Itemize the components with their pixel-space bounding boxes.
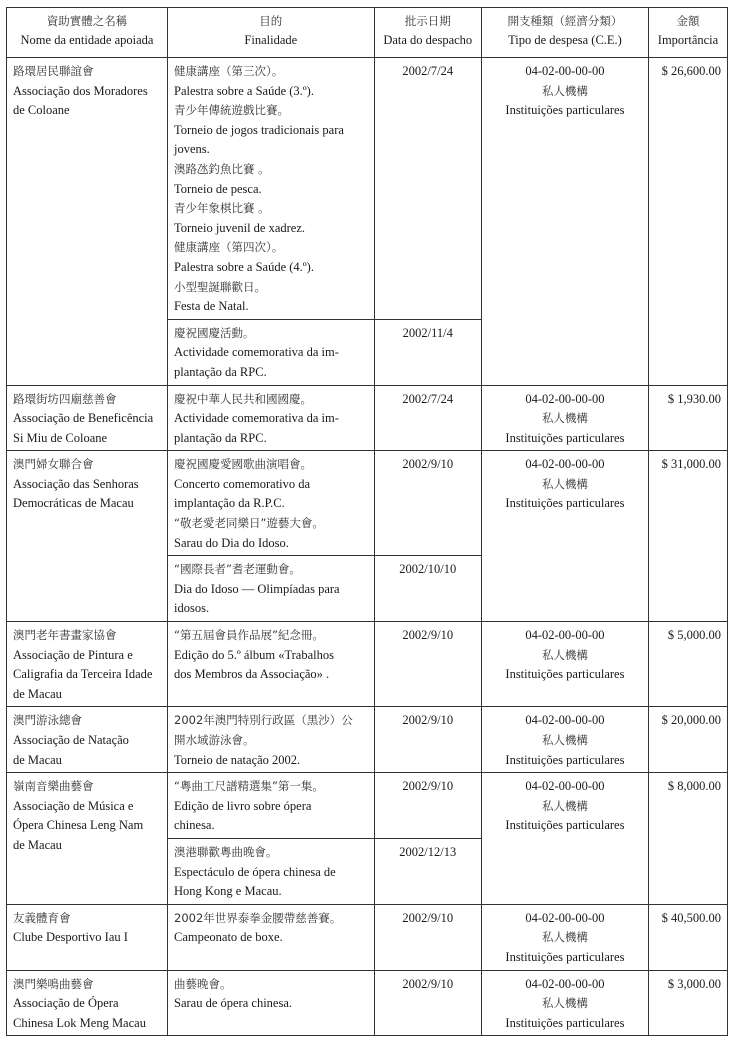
text-line: Associação de Natação xyxy=(13,733,129,747)
header-amount xyxy=(648,8,727,58)
document-page xyxy=(6,7,728,1036)
text-line: Associação de Pintura e xyxy=(13,647,133,662)
text-line: Espectáculo de ópera chinesa de xyxy=(174,864,336,879)
text-line: 澳門樂鳴曲藝會 xyxy=(13,976,94,991)
dispatch-date: 2002/9/10 xyxy=(402,457,454,472)
table-row xyxy=(7,970,728,1036)
header-amount-zh: 金額 xyxy=(676,14,700,28)
text-line: Torneio de pesca. xyxy=(174,181,262,196)
table-row xyxy=(7,451,728,556)
header-type-zh: 開支種類（經濟分類） xyxy=(507,14,623,28)
text-line: 友義體育會 xyxy=(13,910,71,925)
text-line: Actividade comemorativa da im- xyxy=(174,345,339,360)
text-line: Associação de Beneficência xyxy=(13,411,154,426)
purpose-cell xyxy=(168,58,375,320)
dispatch-date: 2002/12/13 xyxy=(399,844,457,859)
expense-code: 04-02-00-00-00 xyxy=(525,713,605,728)
header-purpose-pt: Finalidade xyxy=(244,33,298,47)
amount-cell xyxy=(648,58,727,386)
amount-cell xyxy=(648,451,727,622)
text-line: 2002年澳門特別行政區（黑沙）公 xyxy=(174,713,353,728)
table-row xyxy=(7,385,728,451)
dispatch-date-cell xyxy=(374,319,481,385)
table-body xyxy=(7,58,728,1036)
text-line: de Macau xyxy=(13,752,62,767)
text-line: plantação da RPC. xyxy=(174,430,267,445)
header-type xyxy=(481,8,648,58)
expense-type-pt: Instituições particulares xyxy=(505,430,625,445)
expense-type-zh: 私人機構 xyxy=(541,411,588,426)
text-line: 澳港聯歡粵曲晚會。 xyxy=(174,844,278,859)
text-line: Torneio de jogos tradicionais para xyxy=(174,122,344,137)
expense-type-zh: 私人機構 xyxy=(541,476,588,491)
header-amount-pt: Importância xyxy=(657,33,719,47)
text-line: Associação das Senhoras xyxy=(13,476,139,491)
dispatch-date: 2002/9/10 xyxy=(402,628,454,643)
text-line: 慶祝國慶愛國歌曲演唱會。 xyxy=(174,457,312,472)
text-line: Chinesa Lok Meng Macau xyxy=(13,1015,146,1030)
table-row xyxy=(7,707,728,773)
entity-cell xyxy=(7,451,168,622)
dispatch-date-cell xyxy=(374,451,481,556)
expense-type-cell xyxy=(481,451,648,622)
text-line: “粵曲工尺譜精選集”第一集。 xyxy=(174,779,324,794)
entity-cell xyxy=(7,622,168,707)
amount-cell xyxy=(648,773,727,905)
table-row xyxy=(7,773,728,839)
text-line: Si Miu de Coloane xyxy=(13,430,108,445)
text-line: 青少年象棋比賽 。 xyxy=(174,201,270,216)
amount-value: $ 31,000.00 xyxy=(661,457,721,472)
text-line: Dia do Idoso — Olimpíadas para xyxy=(174,581,340,596)
amount-value: $ 5,000.00 xyxy=(667,628,721,643)
expense-type-pt: Instituições particulares xyxy=(505,1015,625,1030)
text-line: 慶祝中華人民共和國國慶。 xyxy=(174,391,312,406)
text-line: Palestra sobre a Saúde (3.º). xyxy=(174,83,314,98)
expense-type-zh: 私人機構 xyxy=(541,798,588,813)
text-line: Associação de Ópera xyxy=(13,996,119,1011)
text-line: 開水域游泳會。 xyxy=(174,733,255,747)
purpose-cell xyxy=(168,707,375,773)
text-line: jovens. xyxy=(174,142,210,157)
expense-type-pt: Instituições particulares xyxy=(505,667,625,682)
amount-cell xyxy=(648,385,727,451)
subsidy-table xyxy=(6,7,728,1036)
expense-code: 04-02-00-00-00 xyxy=(525,910,605,925)
text-line: 嶺南音樂曲藝會 xyxy=(13,779,94,794)
expense-type-zh: 私人機構 xyxy=(541,647,588,662)
amount-value: $ 26,600.00 xyxy=(661,64,721,78)
dispatch-date: 2002/9/10 xyxy=(402,976,454,991)
text-line: 青少年傳統遊戲比賽。 xyxy=(174,103,289,118)
text-line: de Macau xyxy=(13,837,62,852)
expense-type-cell xyxy=(481,58,648,386)
dispatch-date: 2002/10/10 xyxy=(399,562,457,577)
entity-cell xyxy=(7,58,168,386)
table-header-row xyxy=(7,8,728,58)
text-line: plantação da RPC. xyxy=(174,364,267,379)
text-line: 路環居民聯誼會 xyxy=(13,64,94,78)
text-line: Concerto comemorativo da xyxy=(174,476,311,491)
expense-code: 04-02-00-00-00 xyxy=(525,976,605,991)
text-line: Caligrafia da Terceira Idade xyxy=(13,667,153,682)
expense-code: 04-02-00-00-00 xyxy=(525,64,605,78)
text-line: chinesa. xyxy=(174,818,215,833)
expense-type-cell xyxy=(481,385,648,451)
purpose-cell xyxy=(168,773,375,839)
expense-type-pt: Instituições particulares xyxy=(505,818,625,833)
purpose-cell xyxy=(168,556,375,622)
text-line: Festa de Natal. xyxy=(174,299,249,314)
entity-cell xyxy=(7,904,168,970)
header-entity xyxy=(7,8,168,58)
header-date xyxy=(374,8,481,58)
text-line: Edição do 5.º álbum «Trabalhos xyxy=(174,647,334,662)
header-entity-pt: Nome da entidade apoiada xyxy=(20,33,154,47)
text-line: 路環街坊四廟慈善會 xyxy=(13,391,117,406)
text-line: Sarau do Dia do Idoso. xyxy=(174,535,289,550)
purpose-cell xyxy=(168,451,375,556)
dispatch-date: 2002/9/10 xyxy=(402,713,454,728)
expense-type-pt: Instituições particulares xyxy=(505,949,625,964)
expense-code: 04-02-00-00-00 xyxy=(525,779,605,794)
header-date-zh: 批示日期 xyxy=(404,14,451,28)
table-row xyxy=(7,904,728,970)
text-line: Democráticas de Macau xyxy=(13,496,134,511)
expense-code: 04-02-00-00-00 xyxy=(525,391,605,406)
text-line: 小型聖誕聯歡日。 xyxy=(174,279,266,294)
text-line: Actividade comemorativa da im- xyxy=(174,411,339,426)
dispatch-date: 2002/7/24 xyxy=(402,391,454,406)
expense-type-zh: 私人機構 xyxy=(541,996,588,1011)
dispatch-date-cell xyxy=(374,556,481,622)
text-line: 健康講座（第三次）。 xyxy=(174,64,284,78)
entity-cell xyxy=(7,385,168,451)
expense-type-zh: 私人機構 xyxy=(541,930,588,945)
text-line: Ópera Chinesa Leng Nam xyxy=(13,818,144,833)
expense-type-pt: Instituições particulares xyxy=(505,496,625,511)
expense-type-cell xyxy=(481,622,648,707)
purpose-cell xyxy=(168,904,375,970)
expense-type-cell xyxy=(481,773,648,905)
text-line: Torneio de natação 2002. xyxy=(174,752,301,767)
text-line: Associação de Música e xyxy=(13,798,134,813)
text-line: Torneio juvenil de xadrez. xyxy=(174,220,306,235)
amount-value: $ 1,930.00 xyxy=(667,391,721,406)
text-line: 澳門婦女聯合會 xyxy=(13,457,94,472)
text-line: 澳門老年書畫家協會 xyxy=(13,628,117,643)
text-line: idosos. xyxy=(174,601,210,616)
expense-type-pt: Instituições particulares xyxy=(505,752,625,767)
text-line: implantação da R.P.C. xyxy=(174,496,285,511)
header-date-pt: Data do despacho xyxy=(383,33,473,47)
dispatch-date-cell xyxy=(374,385,481,451)
entity-cell xyxy=(7,970,168,1036)
expense-type-zh: 私人機構 xyxy=(541,733,588,747)
entity-cell xyxy=(7,707,168,773)
text-line: 曲藝晚會。 xyxy=(174,976,232,991)
text-line: Hong Kong e Macau. xyxy=(174,884,282,899)
dispatch-date: 2002/9/10 xyxy=(402,779,454,794)
expense-code: 04-02-00-00-00 xyxy=(525,457,605,472)
text-line: “國際長者”耆老運動會。 xyxy=(174,562,301,577)
dispatch-date-cell xyxy=(374,970,481,1036)
header-purpose xyxy=(168,8,375,58)
dispatch-date-cell xyxy=(374,838,481,904)
text-line: Associação dos Moradores xyxy=(13,83,148,98)
amount-value: $ 8,000.00 xyxy=(667,779,721,794)
expense-type-pt: Instituições particulares xyxy=(505,103,625,118)
text-line: “第五屆會員作品展”紀念冊。 xyxy=(174,628,324,643)
dispatch-date-cell xyxy=(374,707,481,773)
text-line: 澳門游泳總會 xyxy=(13,713,82,728)
amount-value: $ 20,000.00 xyxy=(661,713,721,728)
header-entity-zh: 資助實體之名稱 xyxy=(46,14,128,28)
purpose-cell xyxy=(168,319,375,385)
text-line: Clube Desportivo Iau I xyxy=(13,930,128,945)
entity-cell xyxy=(7,773,168,905)
purpose-cell xyxy=(168,838,375,904)
expense-type-cell xyxy=(481,904,648,970)
dispatch-date-cell xyxy=(374,773,481,839)
text-line: Sarau de ópera chinesa. xyxy=(174,996,292,1011)
table-row xyxy=(7,622,728,707)
dispatch-date: 2002/11/4 xyxy=(402,325,453,340)
dispatch-date-cell xyxy=(374,904,481,970)
text-line: de Macau xyxy=(13,686,62,701)
dispatch-date-cell xyxy=(374,622,481,707)
table-row xyxy=(7,58,728,320)
amount-cell xyxy=(648,970,727,1036)
dispatch-date: 2002/9/10 xyxy=(402,910,454,925)
dispatch-date: 2002/7/24 xyxy=(402,64,454,78)
amount-cell xyxy=(648,622,727,707)
text-line: 澳路氹釣魚比賽 。 xyxy=(174,161,270,176)
header-type-pt: Tipo de despesa (C.E.) xyxy=(508,33,622,47)
text-line: de Coloane xyxy=(13,103,70,118)
header-purpose-zh: 目的 xyxy=(259,14,283,28)
purpose-cell xyxy=(168,622,375,707)
expense-type-zh: 私人機構 xyxy=(541,83,588,98)
text-line: Edição de livro sobre ópera xyxy=(174,798,312,813)
amount-cell xyxy=(648,904,727,970)
text-line: “敬老愛老同樂日”遊藝大會。 xyxy=(174,516,324,531)
text-line: Palestra sobre a Saúde (4.º). xyxy=(174,259,314,274)
text-line: dos Membros da Associação» . xyxy=(174,667,330,682)
purpose-cell xyxy=(168,970,375,1036)
expense-type-cell xyxy=(481,970,648,1036)
expense-type-cell xyxy=(481,707,648,773)
text-line: 2002年世界泰拳金腰帶慈善賽。 xyxy=(174,910,342,925)
expense-code: 04-02-00-00-00 xyxy=(525,628,605,643)
amount-value: $ 40,500.00 xyxy=(661,910,721,925)
text-line: 健康講座（第四次）。 xyxy=(174,240,284,255)
dispatch-date-cell xyxy=(374,58,481,320)
text-line: 慶祝國慶活動。 xyxy=(174,325,255,340)
amount-cell xyxy=(648,707,727,773)
amount-value: $ 3,000.00 xyxy=(667,976,721,991)
purpose-cell xyxy=(168,385,375,451)
text-line: Campeonato de boxe. xyxy=(174,930,283,945)
